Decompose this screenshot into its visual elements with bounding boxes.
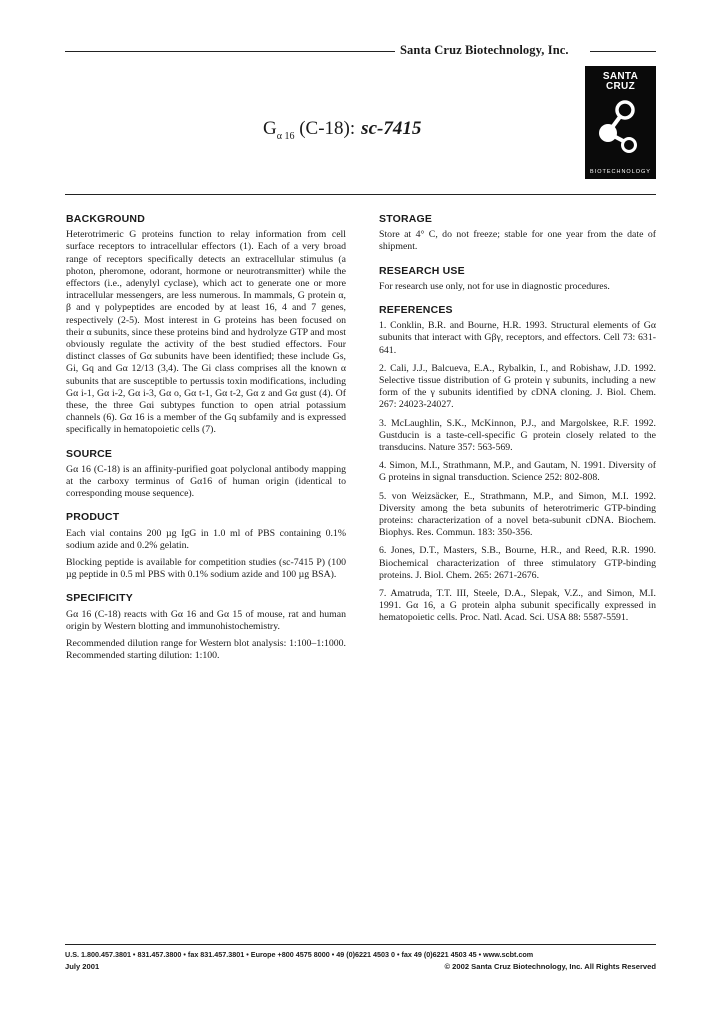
- reference-item: 3. McLaughlin, S.K., McKinnon, P.J., and Margolskee, R.F. 1992. Gustducin is a taste-cell-specific G protein closely related to the transducins. Nature 357: 563-569.: [379, 417, 656, 454]
- section-paragraph: Gα 16 (C-18) is an affinity-purified goat polyclonal antibody mapping at the carboxy terminus of Gα16 of human origin (identical to corresponding mouse sequence).: [66, 463, 346, 500]
- left-column: [66, 213, 346, 674]
- section-paragraph: Store at 4° C, do not freeze; stable for one year from the date of shipment.: [379, 229, 656, 253]
- section-source: [66, 448, 346, 501]
- logo-line-2: CRUZ: [606, 81, 635, 92]
- section-paragraph: For research use only, not for use in diagnostic procedures.: [379, 280, 610, 292]
- title-rule: [65, 194, 656, 195]
- logo-line-1: SANTA: [602, 71, 639, 82]
- right-column: [379, 213, 656, 636]
- section-paragraph: Gα 16 (C-18) reacts with Gα 16 and Gα 15 of mouse, rat and human origin by Western blotting and immunohistochemistry.: [66, 608, 346, 632]
- section-heading: REFERENCES: [379, 304, 453, 317]
- section-background: [66, 213, 346, 437]
- reference-item: 6. Jones, D.T., Masters, S.B., Bourne, H.R., and Reed, R.R. 1990. Biochemical characterization of three stimulatory GTP-binding proteins. J. Biol. Chem. 265: 2671-2676.: [379, 545, 656, 581]
- section-product: [66, 511, 346, 581]
- reference-item: 2. Cali, J.J., Balcueva, E.A., Rybalkin, I., and Robishaw, J.D. 1992. Selective tissue distribution of G protein γ subunits, including a new form of the γ subunits identified by cDNA cloning. J. Biol. Chem. 267: 24023-24027.: [379, 362, 656, 411]
- section-specificity: [66, 592, 346, 662]
- reference-item: 5. von Weizsäcker, E., Strathmann, M.P., and Simon, M.I. 1992. Diversity among the beta subunits of heterotrimeric GTP-binding proteins: characterization of a novel beta-subunit cDNA. Biochem. Biophys. Res. Commun. 183: 350-356.: [379, 490, 656, 539]
- title-subscript: α 16: [276, 130, 295, 142]
- footer-copyright: © 2002 Santa Cruz Biotechnology, Inc. All Rights Reserved: [444, 962, 656, 971]
- section-research-use: [379, 265, 656, 293]
- section-references: [379, 304, 656, 625]
- title-prefix: G: [263, 118, 277, 139]
- section-heading: STORAGE: [379, 213, 433, 225]
- section-paragraph: Blocking peptide is available for competition studies (sc-7415 P) (100 µg peptide in 0.5 ml PBS with 0.1% sodium azide and 100 µg BSA).: [66, 557, 346, 581]
- section-heading: SOURCE: [66, 447, 113, 460]
- header-rule-right: [590, 51, 656, 52]
- footer-contact: U.S. 1.800.457.3801 • 831.457.3800 • fax 831.457.3801 • Europe +800 4575 8000 • 49 (0)6221 4503 0 • fax 49 (0)6221 4503 45 • www.scbt.com: [65, 950, 534, 959]
- title-antibody: (C-18):: [299, 118, 356, 139]
- section-heading: BACKGROUND: [66, 213, 145, 225]
- section-heading: PRODUCT: [66, 511, 120, 524]
- footer-rule: [65, 944, 656, 945]
- molecule-icon: [593, 96, 648, 158]
- company-logo: [585, 66, 656, 179]
- company-name: Santa Cruz Biotechnology, Inc.: [400, 43, 569, 57]
- reference-item: 1. Conklin, B.R. and Bourne, H.R. 1993. Structural elements of Gα subunits that interact with Gβγ, receptors, and effectors. Cell 73: 631-641.: [379, 320, 656, 356]
- section-paragraph: Recommended dilution range for Western blot analysis: 1:100–1:1000. Recommended starting dilution: 1:100.: [66, 638, 346, 662]
- page-title: [263, 118, 421, 142]
- section-heading: SPECIFICITY: [66, 592, 133, 605]
- section-paragraph: Heterotrimeric G proteins function to relay information from cell surface receptors to intracellular effectors (1). Each of a very broad range of receptors specifically detects an extracellular stimulus (a photon, pheromone, odorant, hormone or neurotransmitter) while the effectors (i.e., adenylyl cyclase), which act to generate one or more intracellular messengers, are less numerous. In mammals, G protein α, β and γ polypeptides are encoded by at least 16, 4 and 7 genes, respectively (2-5). Most interest in G proteins has been focused on their α subunits, since these proteins bind and hydrolyze GTP and most obviously regulate the activity of the best studied effectors. Four distinct classes of Gα subunits have been identified; these include Gs, Gi, Gq and Gα 12/13 (3,4). The Gi class comprises all the known α subunits that are susceptible to pertussis toxin modifications, including Gα i-1, Gα i-2, Gα i-3, Gα o, Gα t-1, Gα t-2, Gα z and Gα gust (4). Of these, the three Gαi subtypes function to open atrial potassium channels (6). Gα 16 is a member of the Gq subfamily and is expressed specifically in hematopoietic cells (7).: [66, 229, 346, 436]
- logo-tagline: BIOTECHNOLOGY: [590, 169, 651, 175]
- reference-item: 7. Amatruda, T.T. III, Steele, D.A., Slepak, V.Z., and Simon, M.I. 1991. Gα 16, a G protein alpha subunit specifically expressed in hematopoietic cells. Proc. Natl. Acad. Sci. USA 88: 5587-5591.: [379, 588, 656, 624]
- section-paragraph: Each vial contains 200 µg IgG in 1.0 ml of PBS containing 0.1% sodium azide and 0.2% gelatin.: [66, 527, 346, 551]
- header-rule-left: [65, 51, 395, 52]
- footer-date: July 2001: [65, 962, 100, 971]
- section-heading: RESEARCH USE: [379, 264, 465, 277]
- reference-item: 4. Simon, M.I., Strathmann, M.P., and Gautam, N. 1991. Diversity of G proteins in signal transduction. Science 252: 802-808.: [379, 460, 656, 484]
- title-catalog-number: sc-7415: [361, 118, 422, 139]
- logo-wordmark: [585, 72, 656, 92]
- section-storage: [379, 213, 656, 254]
